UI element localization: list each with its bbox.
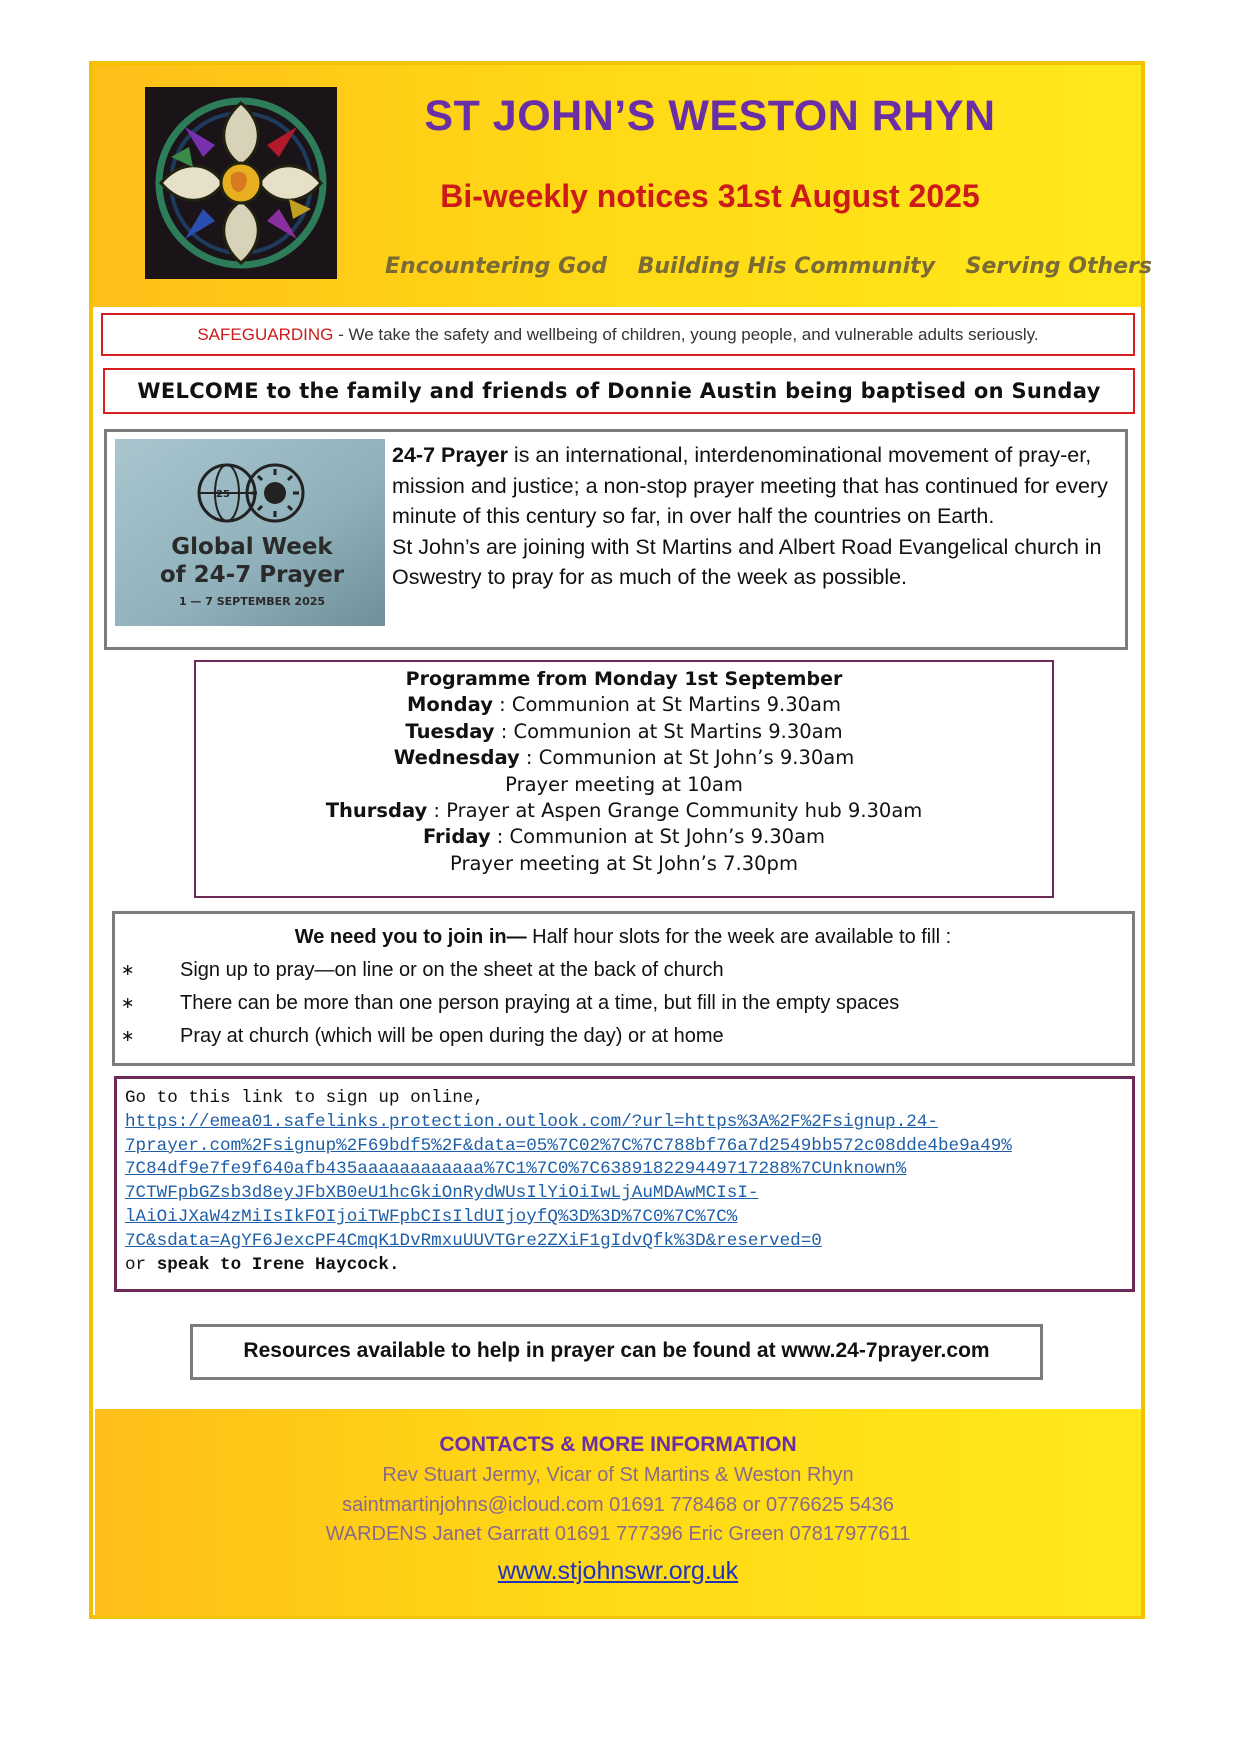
programme-tuesday: Tuesday : Communion at St Martins 9.30am — [405, 719, 843, 743]
prayer-paragraph-2: St John’s are joining with St Martins and Albert Road Evangelical church in Oswestry to pray for as much of the week as possible. — [392, 534, 1102, 589]
footer-heading: CONTACTS & MORE INFORMATION — [439, 1433, 797, 1456]
gw-badge-text: '25 — [213, 489, 230, 500]
safeguarding-label: SAFEGUARDING — [197, 325, 334, 344]
safeguarding-text: - We take the safety and wellbeing of children, young people, and vulnerable adults seriously. — [333, 325, 1039, 344]
list-item: ∗ Pray at church (which will be open during the day) or at home — [113, 1020, 1133, 1053]
programme-wednesday-extra: Prayer meeting at 10am — [505, 772, 743, 796]
footer-contacts — [95, 1409, 1141, 1616]
welcome-notice: WELCOME to the family and friends of Donnie Austin being baptised on Sunday — [103, 368, 1135, 414]
programme-thursday: Thursday : Prayer at Aspen Grange Community hub 9.30am — [325, 799, 923, 823]
signup-link[interactable]: https://emea01.safelinks.protection.outlook.com/?url=https%3A%2F%2Fsignup.24- 7prayer.com%2Fsignup%2F69bdf5%2F&data=05%7C02%7C%7C788bf76a7d2549bb572c08dde4be9a49% 7C84df9e7fe9f640afb435aaaaaaaaaaaa%7C1%7C0%7C638918229449717288%7CUnknown% 7CTWFpbGZsb3d8eyJFbXB0eU1hcGkiOnRydWUsIlYiOiIwLjAuMDAwMCIsI- lAiOiJXaW4zMiIsIkFOIjoiTWFpbCIsIldUIjoyfQ%3D%3D%7C0%7C%7C% 7C&sdata=AgYF6JexcPF4CmqK1DvRmxuUUVTGre2ZXiF1gIdvQfk%3D&reserved=0 — [125, 1111, 1012, 1251]
resources-text: Resources available to help in prayer can be found at www.24-7prayer.com — [243, 1339, 990, 1362]
footer-email-phone: saintmartinjohns@icloud.com 01691 778468 or 0776625 5436 — [342, 1494, 894, 1516]
join-heading: We need you to join in— Half hour slots for the week are available to fill : — [294, 926, 952, 948]
motto: Encountering God Building His Community Serving Others — [385, 254, 1152, 279]
prayer-description — [392, 440, 1122, 593]
signup-contact: or speak to Irene Haycock. — [125, 1254, 400, 1275]
bullet-icon: ∗ — [121, 995, 135, 1012]
gw-line1: Global Week — [171, 534, 333, 560]
prayer-paragraph-1: is an international, interdenominational movement of pray-er, mission and justice; a non-stop prayer meeting that has continued for every minute of this century so far, in over half the countries on Earth. — [392, 443, 1108, 528]
programme-monday: Monday : Communion at St Martins 9.30am — [407, 693, 841, 717]
bullet-icon: ∗ — [121, 962, 135, 979]
page-subtitle: Bi-weekly notices 31st August 2025 — [440, 178, 980, 214]
prayer-lead: 24-7 Prayer — [392, 443, 508, 467]
gw-line2: of 24-7 Prayer — [159, 562, 345, 588]
list-item: ∗ Sign up to pray—on line or on the sheet at the back of church — [113, 954, 1133, 987]
gw-dates: 1 — 7 SEPTEMBER 2025 — [178, 595, 326, 608]
signup-box — [114, 1076, 1135, 1292]
page-title: ST JOHN’S WESTON RHYN — [424, 92, 996, 140]
programme-heading: Programme from Monday 1st September — [405, 668, 843, 690]
website-link[interactable]: www.stjohnswr.org.uk — [497, 1557, 739, 1585]
safeguarding-notice — [101, 313, 1135, 356]
signup-intro: Go to this link to sign up online, — [125, 1088, 484, 1108]
programme-friday: Friday : Communion at St John’s 9.30am — [422, 825, 826, 849]
global-week-image — [115, 439, 385, 626]
programme-wednesday: Wednesday : Communion at St John’s 9.30am — [393, 746, 855, 770]
footer-vicar: Rev Stuart Jermy, Vicar of St Martins & Weston Rhyn — [382, 1464, 854, 1486]
bullet-icon: ∗ — [121, 1028, 135, 1045]
programme-box — [194, 660, 1054, 898]
stained-glass-logo — [145, 87, 337, 279]
programme-friday-extra: Prayer meeting at St John’s 7.30pm — [450, 851, 798, 875]
footer-wardens: WARDENS Janet Garratt 01691 777396 Eric Green 07817977611 — [325, 1523, 911, 1545]
list-item: ∗ There can be more than one person praying at a time, but fill in the empty spaces — [113, 987, 1133, 1020]
join-section — [113, 921, 1133, 1053]
